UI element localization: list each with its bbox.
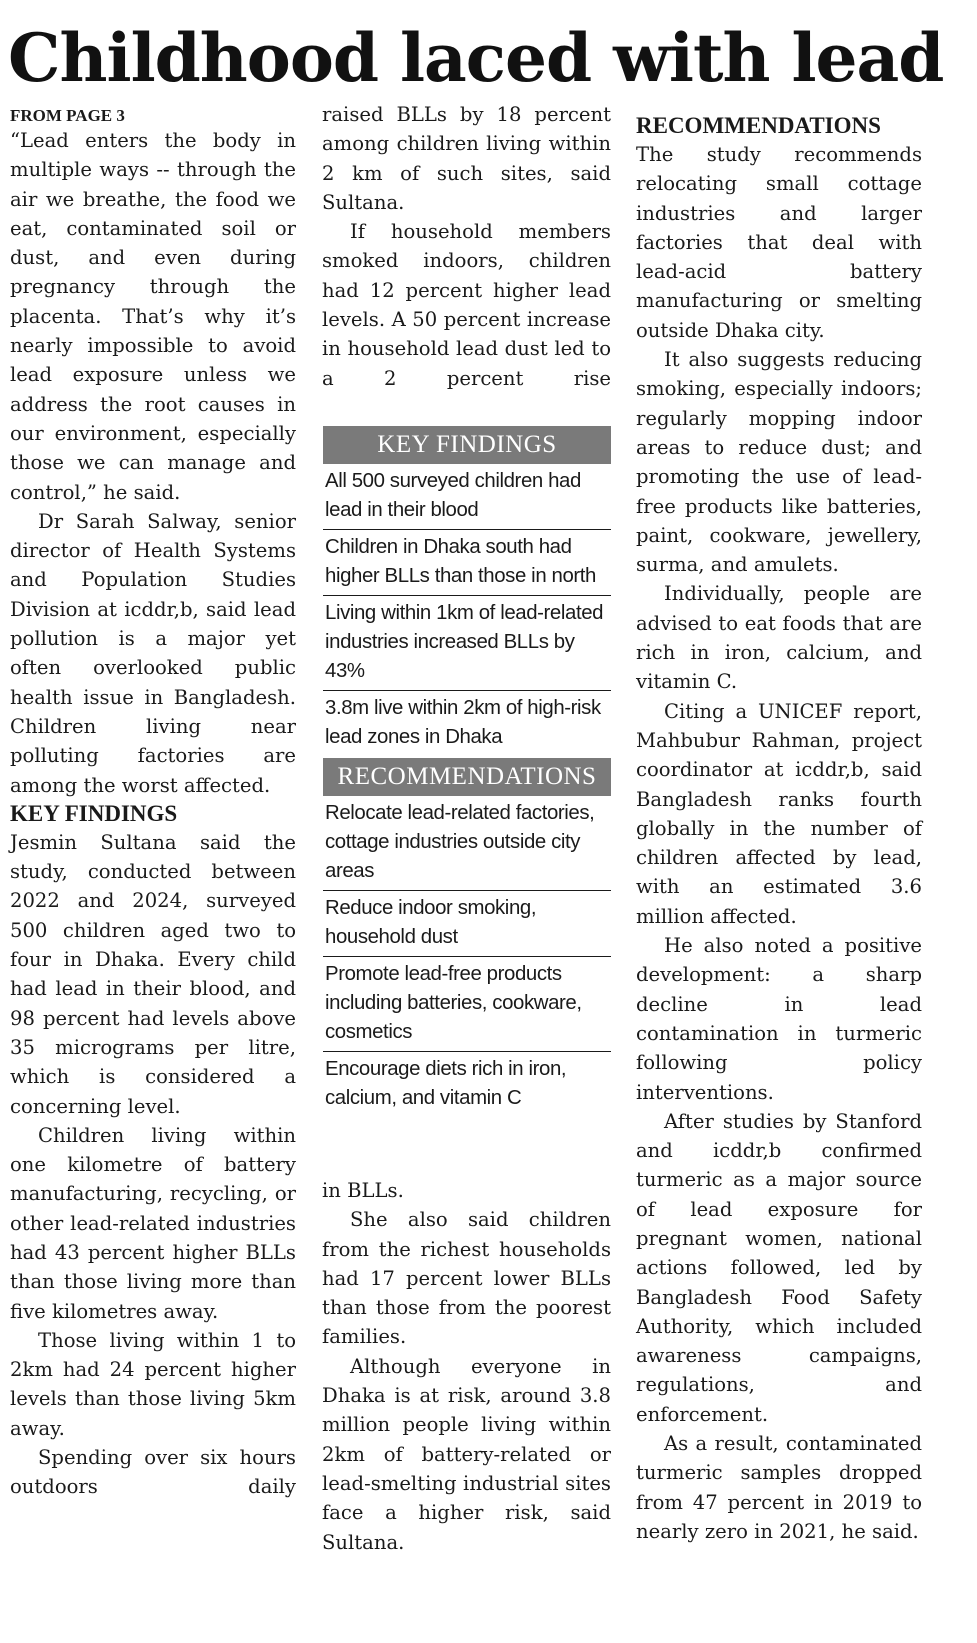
paragraph: raised BLLs by 18 percent among children living within 2 km of such sites, said Sultana. [322,103,611,214]
sidebar-finding-item: 3.8m live within 2km of high-risk lead zones in Dhaka [325,697,601,748]
subhead-recommendations: RECOMMENDATIONS [636,113,881,138]
paragraph: As a result, contaminated turmeric samples dropped from 47 percent in 2019 to nearly zero in 2021, he said. [636,1432,922,1543]
paragraph: Jesmin Sultana said the study, conducted between 2022 and 2024, surveyed 500 children aged two to four in Dhaka. Every child had lead in their blood, and 98 percent had levels above 35 micrograms per litre, which is considered a concerning level. [10,830,296,1118]
sidebar-findings-title: KEY FINDINGS [323,426,611,464]
sidebar-recommendation-item: Relocate lead-related factories, cottage industries outside city areas [323,796,611,891]
sidebar-finding-item: Children in Dhaka south had higher BLLs than those in north [323,530,611,596]
article-column-2 [322,100,611,393]
paragraph: It also suggests reducing smoking, especially indoors; regularly mopping indoor areas to reduce dust; and promoting the use of lead-free products like batteries, paint, cookware, jewellery, surma, and amulets. [636,348,922,577]
continuation-kicker: FROM PAGE 3 [10,106,125,125]
article-column-2-continued [322,1176,611,1557]
sidebar-recommendations-title: RECOMMENDATIONS [323,758,611,796]
paragraph: After studies by Stanford and icddr,b confirmed turmeric as a major source of lead exposure for pregnant women, national actions followed, led by Bangladesh Food Safety Authority, which included awareness campaigns, regulations, and enforcement. [636,1109,922,1426]
paragraph: “Lead enters the body in multiple ways -- through the air we breathe, the food we eat, contaminated soil or dust, and even during pregnancy through the placenta. That’s why it’s nearly impossible to avoid lead exposure unless we address the root causes in our environment, especially those we can manage and control,” he said. [10,129,296,504]
sidebar-recommendation-item: Promote lead-free products including batteries, cookware, cosmetics [323,957,611,1052]
paragraph: If household members smoked indoors, children had 12 percent higher lead levels. A 50 percent increase in household lead dust led to a 2 percent rise [322,220,611,390]
sidebar-finding-item: All 500 surveyed children had lead in their blood [323,464,611,530]
paragraph: The study recommends relocating small cottage industries and larger factories that deal with lead-acid battery manufacturing or smelting outside Dhaka city. [636,143,922,342]
article-column-3 [636,112,922,1546]
paragraph: She also said children from the richest households had 17 percent lower BLLs than those from the poorest families. [322,1208,611,1349]
paragraph: Dr Sarah Salway, senior director of Health Systems and Population Studies Division at icddr,b, said lead pollution is a major yet often overlooked public health issue in Bangladesh. Children living near polluting factories are among the worst affected. [10,509,296,797]
paragraph: Those living within 1 to 2km had 24 percent higher levels than those living 5km away. [10,1328,296,1440]
sidebar-box [323,426,611,1117]
sidebar-recommendation-item: Reduce indoor smoking, household dust [323,891,611,957]
subhead-key-findings: KEY FINDINGS [10,800,178,826]
paragraph: in BLLs. [322,1179,404,1202]
paragraph: He also noted a positive development: a sharp decline in lead contamination in turmeric following policy interventions. [636,934,922,1104]
headline: Childhood laced with lead [8,19,944,97]
paragraph: Citing a UNICEF report, Mahbubur Rahman, project coordinator at icddr,b, said Bangladesh ranks fourth globally in the number of children affected by lead, with an estimated 3.6 million affected. [636,699,922,928]
paragraph: Children living within one kilometre of battery manufacturing, recycling, or other lead-related industries had 43 percent higher BLLs than those living more than five kilometres away. [10,1123,296,1323]
paragraph: Spending over six hours outdoors daily [10,1446,296,1499]
paragraph: Although everyone in Dhaka is at risk, around 3.8 million people living within 2km of battery-related or lead-smelting industrial sites face a higher risk, said Sultana. [322,1354,611,1554]
sidebar-finding-item: Living within 1km of lead-related industries increased BLLs by 43% [323,596,611,691]
article-column-1 [10,106,296,1502]
paragraph: Individually, people are advised to eat foods that are rich in iron, calcium, and vitamin C. [636,582,922,694]
sidebar-recommendation-item: Encourage diets rich in iron, calcium, and vitamin C [325,1058,567,1109]
